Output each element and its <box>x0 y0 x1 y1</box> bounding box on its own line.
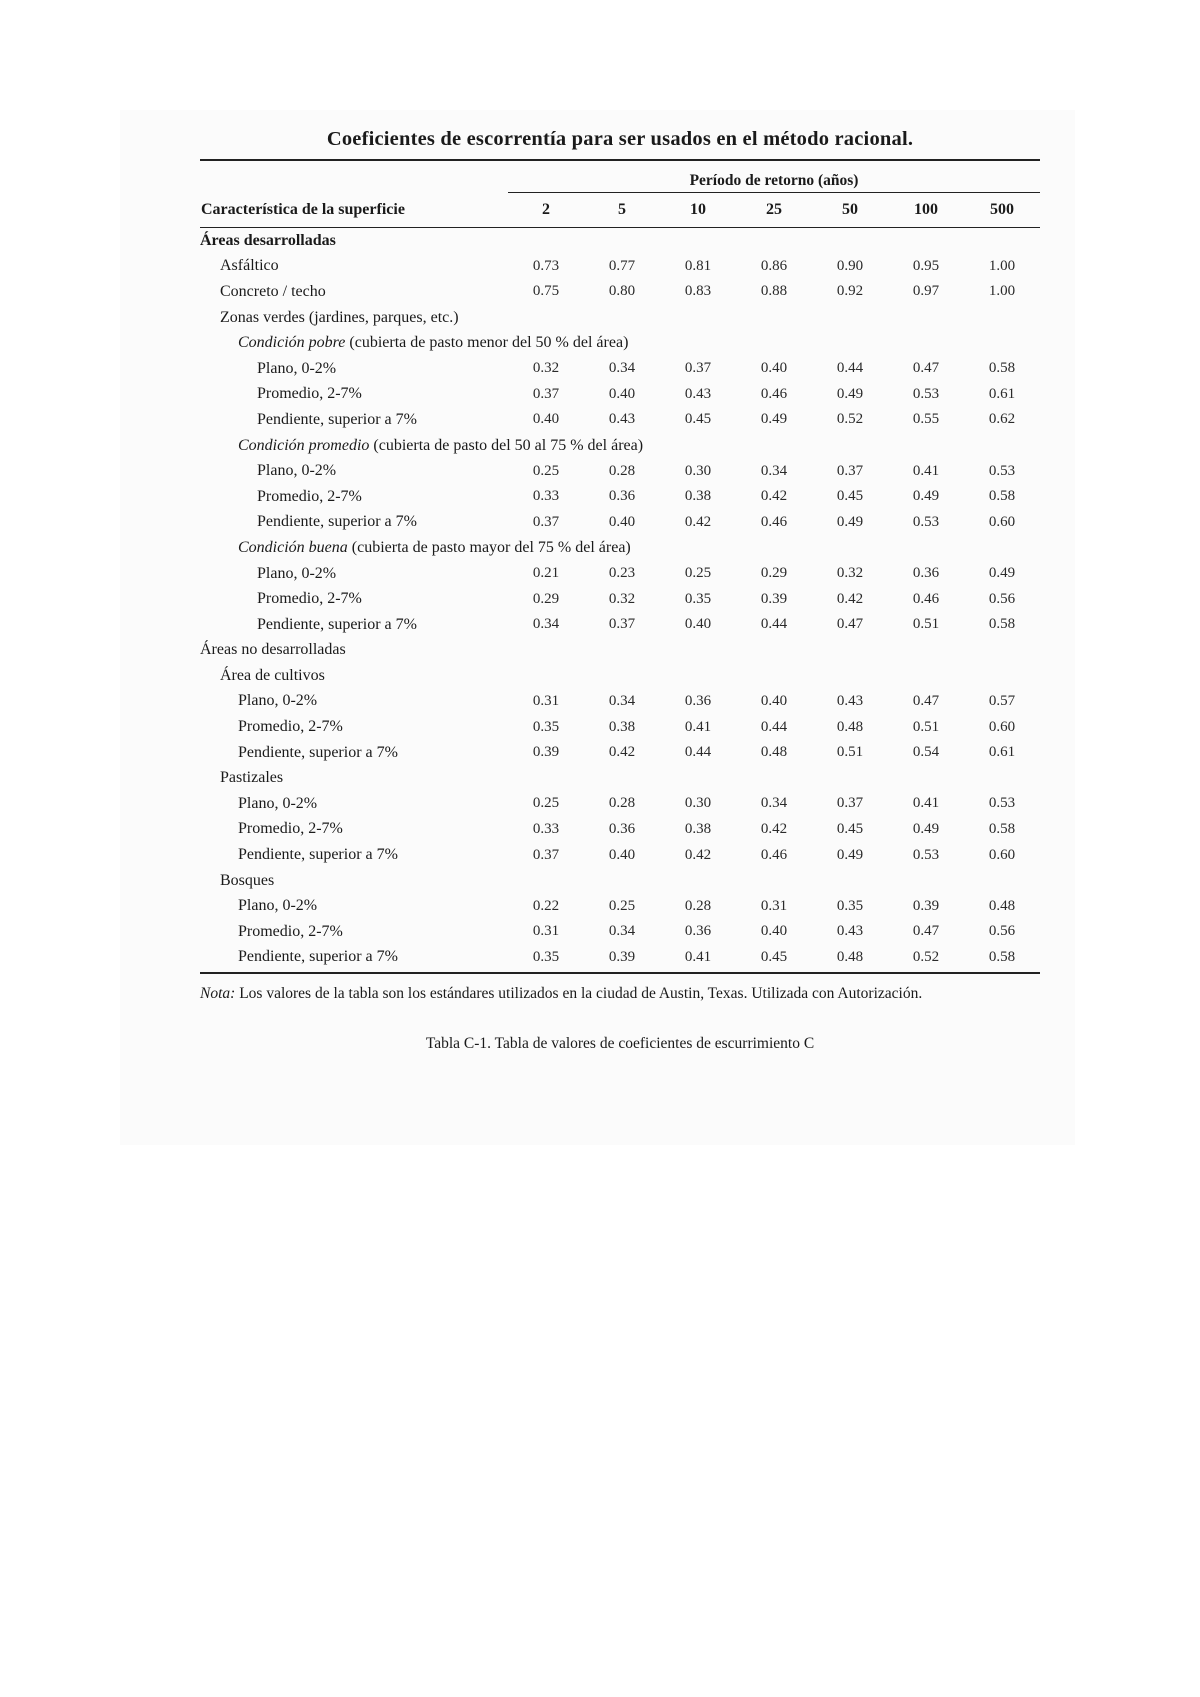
value-cell: 0.60 <box>988 513 1016 530</box>
row-label: Promedio, 2-7% <box>257 487 362 505</box>
value-cell <box>888 868 964 894</box>
value-cell: 0.29 <box>532 590 560 607</box>
value-cell: 0.21 <box>532 565 560 582</box>
value-cell <box>812 305 888 331</box>
row-label: Condición pobre <box>238 334 346 352</box>
table-bottom-rule <box>200 972 1040 974</box>
note-prefix: Nota: <box>200 985 236 1003</box>
row-label-cell <box>200 382 508 408</box>
value-cell <box>584 305 660 331</box>
value-cell: 0.42 <box>836 590 864 607</box>
value-cell: 0.56 <box>988 590 1016 607</box>
value-cell: 0.58 <box>988 360 1016 377</box>
value-cell: 0.34 <box>760 462 788 479</box>
table-group-row <box>200 228 1040 254</box>
value-cell: 0.48 <box>988 897 1016 914</box>
row-label-cell <box>200 407 508 433</box>
value-cell: 0.47 <box>912 692 940 709</box>
value-cell <box>812 868 888 894</box>
value-cell: 0.81 <box>684 257 712 274</box>
value-cell <box>964 228 1040 254</box>
row-label: Plano, 0-2% <box>238 692 318 710</box>
value-cell: 0.45 <box>684 411 712 428</box>
value-cell: 0.42 <box>684 513 712 530</box>
value-cell <box>660 868 736 894</box>
period-col-header: 2 <box>508 193 584 228</box>
value-cell: 0.25 <box>532 795 560 812</box>
value-cell: 0.49 <box>836 846 864 863</box>
value-cell <box>508 228 584 254</box>
value-cell <box>888 765 964 791</box>
row-label: Pastizales <box>220 769 284 787</box>
value-cell <box>584 663 660 689</box>
value-cell: 0.41 <box>912 795 940 812</box>
value-cell: 0.58 <box>988 616 1016 633</box>
value-cell: 0.25 <box>608 897 636 914</box>
value-cell: 0.36 <box>912 565 940 582</box>
table-row <box>200 407 1040 433</box>
value-cell: 0.47 <box>912 923 940 940</box>
table-row <box>200 382 1040 408</box>
value-cell: 0.95 <box>912 257 940 274</box>
value-cell: 0.44 <box>836 360 864 377</box>
value-cell: 0.46 <box>760 385 788 402</box>
value-cell: 0.40 <box>608 513 636 530</box>
row-label-cell <box>200 279 508 305</box>
table-note <box>200 980 990 1007</box>
row-label-cell <box>200 638 508 664</box>
value-cell: 0.36 <box>608 820 636 837</box>
row-label-cell <box>200 817 508 843</box>
value-cell: 0.53 <box>988 462 1016 479</box>
value-cell: 0.34 <box>532 616 560 633</box>
value-cell: 0.25 <box>532 462 560 479</box>
row-label-cell <box>200 458 508 484</box>
value-cell: 0.43 <box>684 385 712 402</box>
value-cell: 0.23 <box>608 565 636 582</box>
table-row <box>200 561 1040 587</box>
period-col-header: 5 <box>584 193 660 228</box>
row-label-cell <box>200 586 508 612</box>
value-cell: 0.43 <box>836 923 864 940</box>
table-group-row <box>200 663 1040 689</box>
value-cell: 0.29 <box>760 565 788 582</box>
value-cell: 0.58 <box>988 820 1016 837</box>
value-cell: 0.39 <box>760 590 788 607</box>
row-label: Pendiente, superior a 7% <box>257 410 417 428</box>
value-cell: 0.28 <box>608 795 636 812</box>
surface-header: Característica de la superficie <box>200 193 508 228</box>
row-label-cell <box>200 510 508 536</box>
table-row <box>200 893 1040 919</box>
table-row <box>200 817 1040 843</box>
value-cell: 0.41 <box>684 718 712 735</box>
value-cell <box>736 663 812 689</box>
value-cell: 0.44 <box>760 616 788 633</box>
row-label: Condición promedio <box>238 436 370 454</box>
row-label-cell <box>200 945 508 971</box>
table-row <box>200 791 1040 817</box>
row-label: Plano, 0-2% <box>257 564 337 582</box>
value-cell: 0.30 <box>684 795 712 812</box>
row-label-cell <box>200 433 1040 459</box>
value-cell: 0.60 <box>988 718 1016 735</box>
value-cell: 0.37 <box>532 846 560 863</box>
period-col-header: 500 <box>964 193 1040 228</box>
value-cell: 0.41 <box>684 948 712 965</box>
value-cell: 0.43 <box>836 692 864 709</box>
row-label-suffix: (cubierta de pasto del 50 al 75 % del área) <box>369 436 644 454</box>
row-label-cell <box>200 765 508 791</box>
value-cell: 0.37 <box>608 616 636 633</box>
row-label: Bosques <box>220 871 275 889</box>
value-cell <box>888 228 964 254</box>
value-cell <box>736 228 812 254</box>
value-cell <box>888 305 964 331</box>
row-label-cell <box>200 228 508 254</box>
row-label: Promedio, 2-7% <box>257 590 362 608</box>
table-row <box>200 612 1040 638</box>
row-label: Promedio, 2-7% <box>238 718 343 736</box>
value-cell <box>584 228 660 254</box>
row-label-suffix: (cubierta de pasto mayor del 75 % del área) <box>347 538 631 556</box>
row-label: Pendiente, superior a 7% <box>238 948 398 966</box>
value-cell <box>888 663 964 689</box>
row-label: Promedio, 2-7% <box>257 385 362 403</box>
value-cell: 0.90 <box>836 257 864 274</box>
value-cell: 0.57 <box>988 692 1016 709</box>
value-cell <box>660 638 736 664</box>
row-label-cell <box>200 535 1040 561</box>
value-cell: 0.43 <box>608 411 636 428</box>
value-cell <box>812 765 888 791</box>
value-cell: 0.42 <box>608 744 636 761</box>
value-cell: 0.37 <box>836 462 864 479</box>
row-label: Áreas desarrolladas <box>200 231 336 249</box>
value-cell: 0.49 <box>760 411 788 428</box>
table-row <box>200 254 1040 280</box>
value-cell: 0.42 <box>760 820 788 837</box>
table-row <box>200 842 1040 868</box>
value-cell <box>508 765 584 791</box>
value-cell: 0.40 <box>608 385 636 402</box>
row-label: Pendiente, superior a 7% <box>257 513 417 531</box>
row-label: Áreas no desarrolladas <box>200 641 346 659</box>
value-cell: 0.35 <box>836 897 864 914</box>
row-label: Pendiente, superior a 7% <box>238 846 398 864</box>
value-cell: 0.34 <box>760 795 788 812</box>
period-col-header: 50 <box>812 193 888 228</box>
row-label: Plano, 0-2% <box>257 359 337 377</box>
value-cell: 0.58 <box>988 488 1016 505</box>
value-cell: 0.32 <box>608 590 636 607</box>
row-label: Área de cultivos <box>220 666 325 684</box>
value-cell: 0.88 <box>760 283 788 300</box>
period-col-header: 100 <box>888 193 964 228</box>
value-cell: 0.58 <box>988 948 1016 965</box>
value-cell: 0.83 <box>684 283 712 300</box>
value-cell <box>736 305 812 331</box>
row-label-cell <box>200 714 508 740</box>
value-cell: 0.49 <box>912 488 940 505</box>
value-cell: 0.37 <box>532 513 560 530</box>
table-row <box>200 740 1040 766</box>
row-label-cell <box>200 791 508 817</box>
value-cell: 0.53 <box>912 513 940 530</box>
value-cell: 0.44 <box>760 718 788 735</box>
row-label-cell <box>200 740 508 766</box>
value-cell <box>660 765 736 791</box>
value-cell: 0.32 <box>532 360 560 377</box>
table-group-row <box>200 433 1040 459</box>
row-label: Pendiente, superior a 7% <box>257 615 417 633</box>
value-cell: 0.60 <box>988 846 1016 863</box>
row-label-cell <box>200 689 508 715</box>
value-cell: 0.49 <box>988 565 1016 582</box>
value-cell <box>736 765 812 791</box>
value-cell <box>508 868 584 894</box>
value-cell: 0.40 <box>760 923 788 940</box>
table-row <box>200 510 1040 536</box>
row-label-cell <box>200 919 508 945</box>
value-cell: 0.55 <box>912 411 940 428</box>
value-cell <box>964 765 1040 791</box>
period-header-row <box>200 161 1040 193</box>
row-label-suffix: (cubierta de pasto menor del 50 % del área) <box>345 334 629 352</box>
value-cell <box>964 663 1040 689</box>
value-cell: 0.37 <box>684 360 712 377</box>
value-cell: 0.31 <box>532 923 560 940</box>
value-cell: 0.35 <box>532 948 560 965</box>
value-cell: 0.33 <box>532 820 560 837</box>
value-cell: 0.49 <box>912 820 940 837</box>
value-cell: 0.52 <box>912 948 940 965</box>
table-row <box>200 586 1040 612</box>
value-cell: 0.41 <box>912 462 940 479</box>
value-cell: 0.40 <box>760 692 788 709</box>
value-cell <box>812 663 888 689</box>
row-label-cell <box>200 330 1040 356</box>
row-label: Zonas verdes (jardines, parques, etc.) <box>220 308 459 326</box>
value-cell: 0.54 <box>912 744 940 761</box>
row-label-cell <box>200 842 508 868</box>
value-cell: 0.32 <box>836 565 864 582</box>
table-group-row <box>200 765 1040 791</box>
value-cell: 0.45 <box>836 820 864 837</box>
value-cell: 0.38 <box>684 488 712 505</box>
table-row <box>200 356 1040 382</box>
value-cell: 0.46 <box>760 846 788 863</box>
value-cell: 0.31 <box>760 897 788 914</box>
value-cell: 0.86 <box>760 257 788 274</box>
value-cell <box>736 638 812 664</box>
table-caption: Tabla C-1. Tabla de valores de coeficientes de escurrimiento C <box>425 1035 815 1053</box>
value-cell: 0.37 <box>836 795 864 812</box>
value-cell <box>660 663 736 689</box>
value-cell: 0.42 <box>684 846 712 863</box>
value-cell: 0.61 <box>988 744 1016 761</box>
table-row <box>200 714 1040 740</box>
value-cell: 0.37 <box>532 385 560 402</box>
row-label-cell <box>200 484 508 510</box>
coefficient-table <box>200 161 1040 970</box>
value-cell: 0.61 <box>988 385 1016 402</box>
value-cell: 0.46 <box>760 513 788 530</box>
value-cell: 0.35 <box>532 718 560 735</box>
value-cell <box>660 228 736 254</box>
value-cell <box>660 305 736 331</box>
row-label: Plano, 0-2% <box>238 794 318 812</box>
value-cell <box>964 305 1040 331</box>
value-cell: 0.73 <box>532 257 560 274</box>
value-cell: 0.34 <box>608 360 636 377</box>
value-cell: 0.49 <box>836 385 864 402</box>
row-label-cell <box>200 254 508 280</box>
value-cell: 0.28 <box>608 462 636 479</box>
value-cell: 0.39 <box>532 744 560 761</box>
row-label: Plano, 0-2% <box>257 462 337 480</box>
value-cell: 0.48 <box>836 718 864 735</box>
value-cell: 0.77 <box>608 257 636 274</box>
value-cell: 0.56 <box>988 923 1016 940</box>
value-cell <box>584 868 660 894</box>
value-cell <box>964 868 1040 894</box>
period-col-header: 10 <box>660 193 736 228</box>
value-cell: 0.36 <box>608 488 636 505</box>
table-row <box>200 919 1040 945</box>
table-row <box>200 484 1040 510</box>
value-cell: 0.44 <box>684 744 712 761</box>
table-group-row <box>200 305 1040 331</box>
value-cell: 0.51 <box>912 718 940 735</box>
value-cell <box>508 638 584 664</box>
row-label: Promedio, 2-7% <box>238 820 343 838</box>
value-cell <box>508 305 584 331</box>
value-cell: 0.28 <box>684 897 712 914</box>
value-cell: 0.38 <box>684 820 712 837</box>
value-cell: 0.48 <box>836 948 864 965</box>
table-body <box>200 228 1040 971</box>
row-label-cell <box>200 561 508 587</box>
period-header: Período de retorno (años) <box>508 161 1040 193</box>
value-cell <box>508 663 584 689</box>
row-label-cell <box>200 612 508 638</box>
value-cell: 0.62 <box>988 411 1016 428</box>
table-group-row <box>200 330 1040 356</box>
value-cell: 0.39 <box>608 948 636 965</box>
row-label: Condición buena <box>238 538 348 556</box>
row-label: Promedio, 2-7% <box>238 922 343 940</box>
row-label-cell <box>200 868 508 894</box>
value-cell: 1.00 <box>988 283 1016 300</box>
value-cell: 0.97 <box>912 283 940 300</box>
value-cell <box>584 765 660 791</box>
value-cell: 0.92 <box>836 283 864 300</box>
row-label: Plano, 0-2% <box>238 897 318 915</box>
table-group-row <box>200 638 1040 664</box>
value-cell: 0.22 <box>532 897 560 914</box>
value-cell: 1.00 <box>988 257 1016 274</box>
value-cell: 0.48 <box>760 744 788 761</box>
row-label-cell <box>200 893 508 919</box>
table-row <box>200 945 1040 971</box>
row-label: Concreto / techo <box>220 282 326 300</box>
value-cell: 0.52 <box>836 411 864 428</box>
value-cell: 0.51 <box>912 616 940 633</box>
value-cell: 0.34 <box>608 923 636 940</box>
value-cell: 0.51 <box>836 744 864 761</box>
value-cell: 0.34 <box>608 692 636 709</box>
value-cell <box>812 638 888 664</box>
table-group-row <box>200 868 1040 894</box>
note-text: Los valores de la tabla son los estándares utilizados en la ciudad de Austin, Texas. Utilizada con Autorización. <box>235 985 923 1003</box>
value-cell: 0.53 <box>912 385 940 402</box>
value-cell: 0.53 <box>912 846 940 863</box>
value-cell: 0.36 <box>684 923 712 940</box>
value-cell <box>964 638 1040 664</box>
row-label-cell <box>200 305 508 331</box>
value-cell: 0.35 <box>684 590 712 607</box>
value-cell: 0.46 <box>912 590 940 607</box>
value-cell: 0.40 <box>608 846 636 863</box>
value-cell: 0.40 <box>760 360 788 377</box>
value-cell: 0.31 <box>532 692 560 709</box>
table-row <box>200 279 1040 305</box>
value-cell: 0.75 <box>532 283 560 300</box>
value-cell: 0.40 <box>684 616 712 633</box>
value-cell: 0.25 <box>684 565 712 582</box>
value-cell: 0.38 <box>608 718 636 735</box>
value-cell <box>812 228 888 254</box>
value-cell: 0.49 <box>836 513 864 530</box>
period-col-header: 25 <box>736 193 812 228</box>
value-cell: 0.45 <box>836 488 864 505</box>
table-group-row <box>200 535 1040 561</box>
row-label: Pendiente, superior a 7% <box>238 743 398 761</box>
value-cell: 0.45 <box>760 948 788 965</box>
document-content <box>200 125 1040 1053</box>
value-cell: 0.42 <box>760 488 788 505</box>
table-title: Coeficientes de escorrentía para ser usados en el método racional. <box>326 128 914 150</box>
value-cell: 0.53 <box>988 795 1016 812</box>
row-label-cell <box>200 663 508 689</box>
row-label-cell <box>200 356 508 382</box>
row-label: Asfáltico <box>220 257 279 275</box>
value-cell: 0.36 <box>684 692 712 709</box>
table-row <box>200 689 1040 715</box>
value-cell <box>736 868 812 894</box>
column-header-row <box>200 193 1040 228</box>
value-cell: 0.39 <box>912 897 940 914</box>
value-cell <box>888 638 964 664</box>
value-cell: 0.80 <box>608 283 636 300</box>
value-cell: 0.47 <box>912 360 940 377</box>
value-cell: 0.40 <box>532 411 560 428</box>
value-cell: 0.30 <box>684 462 712 479</box>
value-cell: 0.33 <box>532 488 560 505</box>
table-row <box>200 458 1040 484</box>
value-cell: 0.47 <box>836 616 864 633</box>
value-cell <box>584 638 660 664</box>
